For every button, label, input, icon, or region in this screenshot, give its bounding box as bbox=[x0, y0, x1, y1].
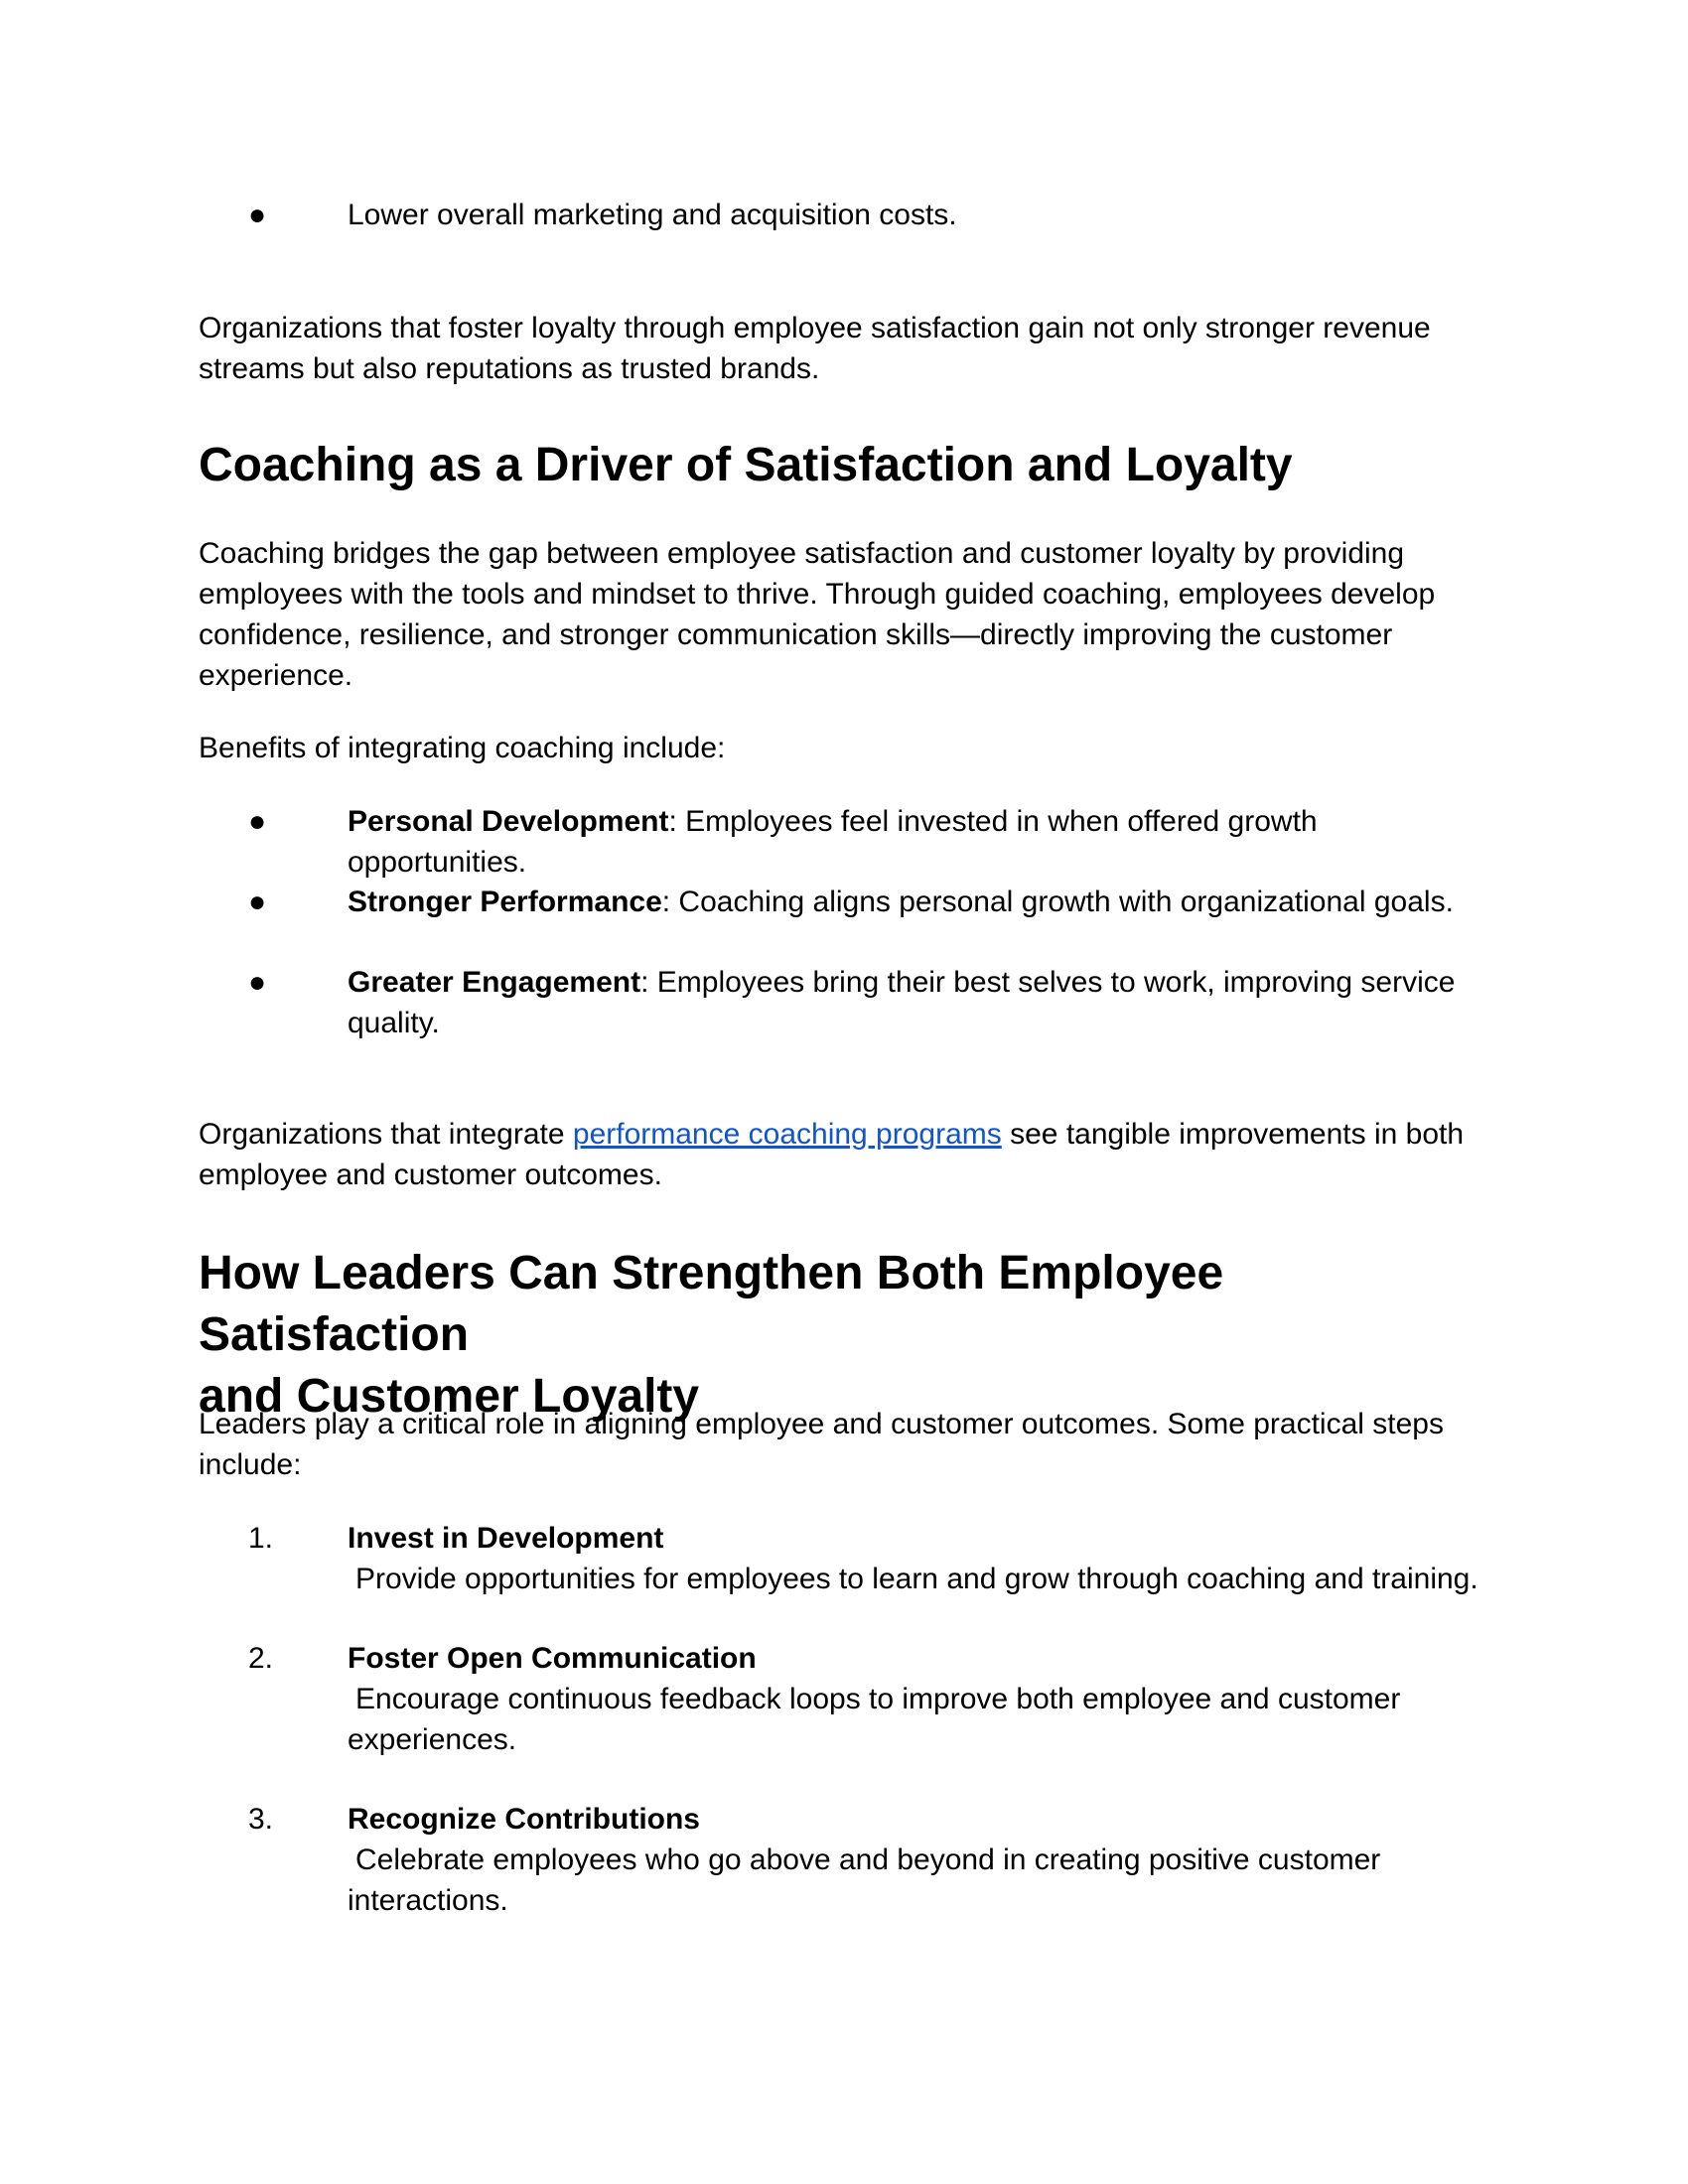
bullet-icon: ● bbox=[248, 966, 267, 999]
bullet-text: : Employees bring their best selves to work, improving service quality. bbox=[348, 966, 1456, 1039]
section-heading-coaching: Coaching as a Driver of Satisfaction and Loyalty bbox=[199, 439, 1293, 491]
bullet-text: : Coaching aligns personal growth with organizational goals. bbox=[661, 886, 1454, 918]
step-number: 1. bbox=[248, 1522, 274, 1555]
benefits-intro: Benefits of integrating coaching include: bbox=[199, 732, 726, 764]
bullet-bold-label: Stronger Performance bbox=[348, 886, 662, 918]
bullet-bold-label: Greater Engagement bbox=[348, 966, 641, 999]
coaching-closing-paragraph: Organizations that integrate performance coaching programs see tangible improvements in both employee and customer outcomes. bbox=[199, 1118, 1465, 1191]
bullet-icon: ● bbox=[248, 805, 267, 838]
leaders-paragraph: Leaders play a critical role in aligning employee and customer outcomes. Some practical steps include: bbox=[199, 1408, 1444, 1481]
bullet-icon: ● bbox=[248, 886, 267, 918]
intro-paragraph: Organizations that foster loyalty through employee satisfaction gain not only stronger revenue streams but also reputations as trusted brands. bbox=[199, 312, 1431, 385]
step-description: Provide opportunities for employees to learn and grow through coaching and training. bbox=[355, 1563, 1478, 1595]
step-title: Foster Open Communication bbox=[348, 1642, 757, 1675]
step-title: Recognize Contributions bbox=[348, 1803, 700, 1836]
performance-coaching-link[interactable]: performance coaching programs bbox=[572, 1118, 1002, 1151]
step-number: 3. bbox=[248, 1803, 274, 1836]
step-description-cont: interactions. bbox=[348, 1884, 508, 1917]
bullet-bold-label: Personal Development bbox=[348, 805, 669, 838]
bullet-icon: ● bbox=[248, 199, 267, 231]
step-description: Encourage continuous feedback loops to improve both employee and customer bbox=[355, 1683, 1401, 1715]
step-number: 2. bbox=[248, 1642, 274, 1675]
bullet-text: : Employees feel invested in when offered growth opportunities. bbox=[348, 805, 1318, 879]
section-heading-leaders: How Leaders Can Strengthen Both Employee Satisfaction and Customer Loyalty bbox=[199, 1247, 1224, 1423]
step-description: Celebrate employees who go above and beyond in creating positive customer bbox=[355, 1843, 1381, 1876]
coaching-paragraph: Coaching bridges the gap between employee satisfaction and customer loyalty by providing employees with the tools and mindset to thrive. Through guided coaching, employees develop confidence, resilience, and stronger communication skills—directly improving the customer experience. bbox=[199, 537, 1436, 692]
step-title: Invest in Development bbox=[348, 1522, 664, 1555]
step-description-cont: experiences. bbox=[348, 1723, 517, 1756]
list-item-text: Lower overall marketing and acquisition costs. bbox=[348, 199, 957, 231]
